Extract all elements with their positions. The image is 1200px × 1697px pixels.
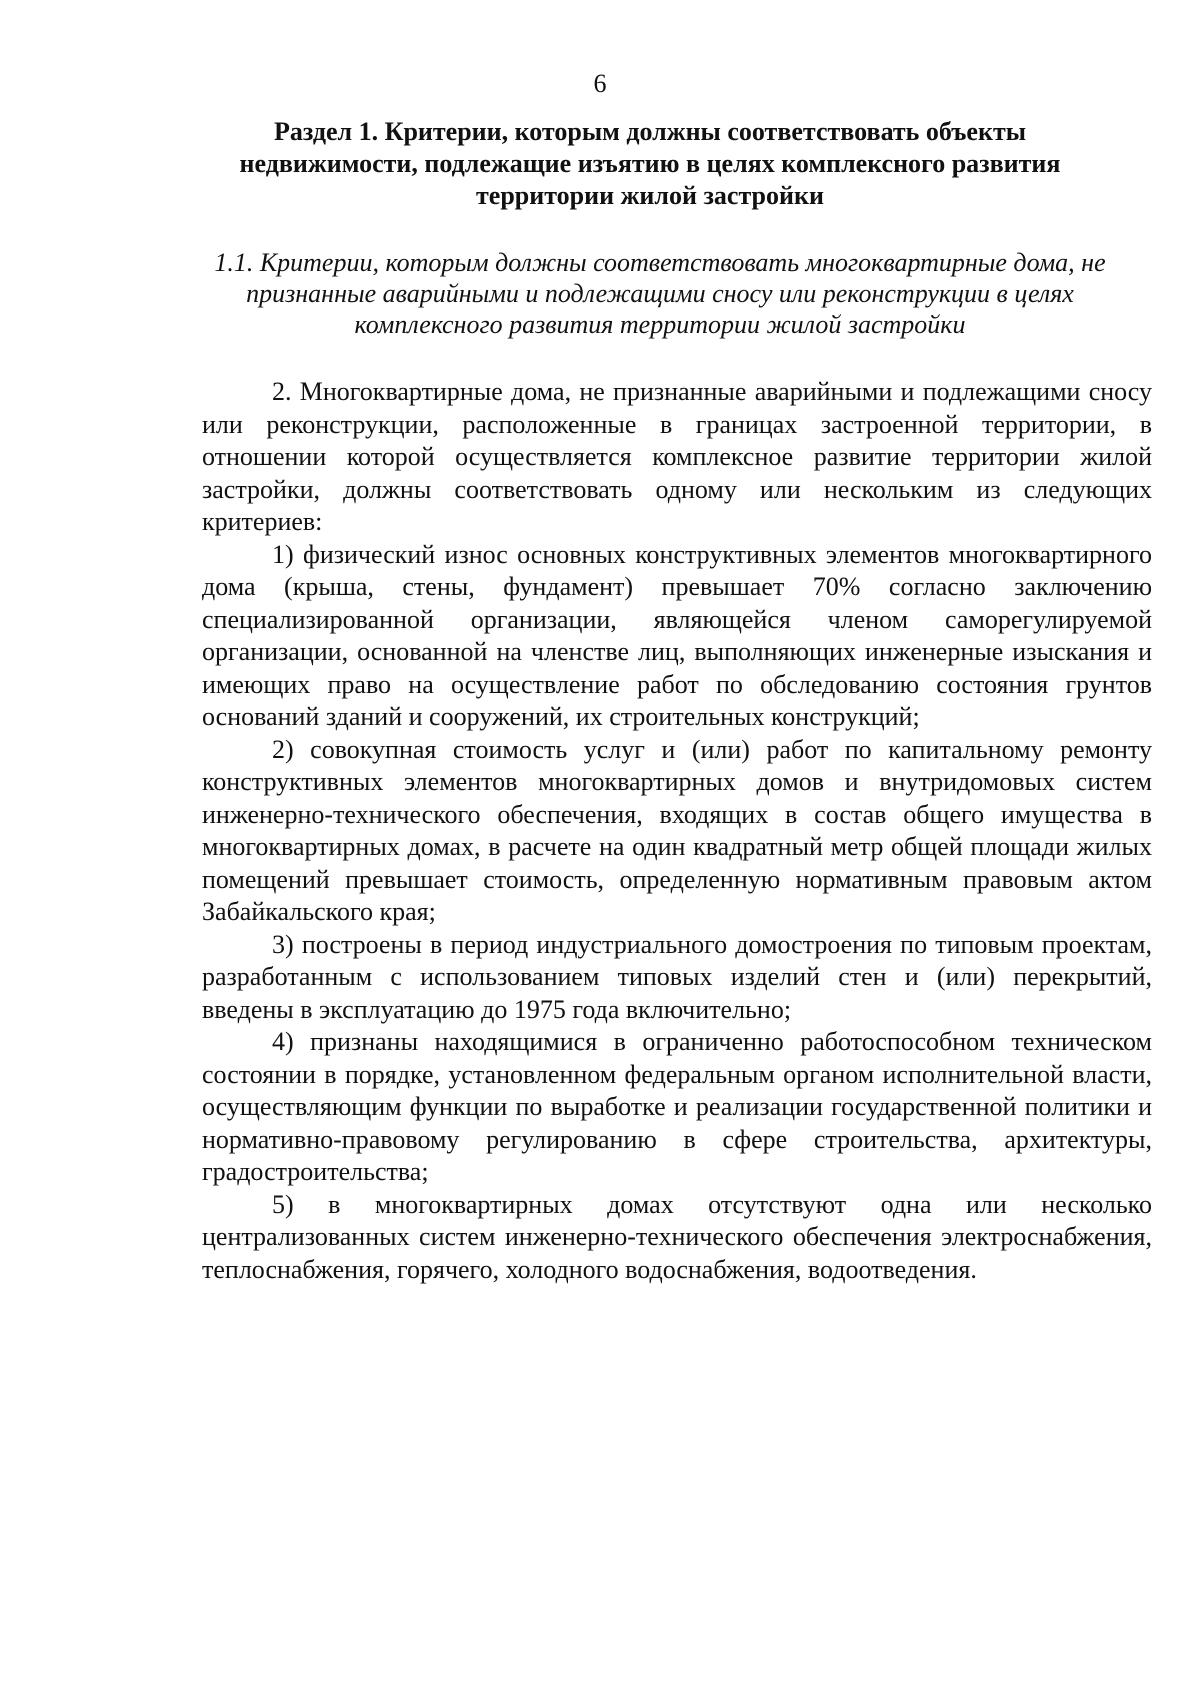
paragraph-criterion-3: 3) построены в период индустриального домостроения по типовым проектам, разработанным с использованием типовых изделий стен и (или) перекрытий, введены в эксплуатацию до 1975 года включительно; bbox=[202, 929, 1152, 1024]
section-title: Раздел 1. Критерии, которым должны соответствовать объекты недвижимости, подлежащие изъятию в целях комплексного развития территории жилой застройки bbox=[239, 117, 1061, 210]
document-body bbox=[202, 376, 1152, 1286]
paragraph-criterion-5: 5) в многоквартирных домах отсутствуют одна или несколько централизованных систем инженерно-технического обеспечения электроснабжения, теплоснабжения, горячего, холодного водоснабжения, водоотведения. bbox=[202, 1189, 1152, 1284]
page-number: 6 bbox=[593, 69, 607, 98]
paragraph-criterion-1: 1) физический износ основных конструктивных элементов многоквартирного дома (крыша, стены, фундамент) превышает 70% согласно заключению специализированной организации, являющейся членом саморегулируемой организации, основанной на членстве лиц, выполняющих инженерные изыскания и имеющих право на осуществление работ по обследованию состояния грунтов оснований зданий и сооружений, их строительных конструкций; bbox=[202, 539, 1152, 731]
paragraph-criterion-2: 2) совокупная стоимость услуг и (или) работ по капитальному ремонту конструктивных элементов многоквартирных домов и внутридомовых систем инженерно-технического обеспечения, входящих в состав общего имущества в многоквартирных домах, в расчете на один квадратный метр общей площади жилых помещений превышает стоимость, определенную нормативным правовым актом Забайкальского края; bbox=[202, 734, 1152, 926]
paragraph-criterion-4: 4) признаны находящимися в ограниченно работоспособном техническом состоянии в порядке, установленном федеральным органом исполнительной власти, осуществляющим функции по выработке и реализации государственной политики и нормативно-правовому регулированию в сфере строительства, архитектуры, градостроительства; bbox=[202, 1027, 1152, 1186]
paragraph-intro: 2. Многоквартирные дома, не признанные аварийными и подлежащими сносу или реконструкции, расположенные в границах застроенной территории, в отношении которой осуществляется комплексное развитие территории жилой застройки, должны соответствовать одному или нескольким из следующих критериев: bbox=[202, 377, 1152, 536]
subsection-title: 1.1. Критерии, которым должны соответствовать многоквартирные дома, не признанные аварийными и подлежащими сносу или реконструкции в целях комплексного развития территории жилой застройки bbox=[214, 248, 1106, 339]
